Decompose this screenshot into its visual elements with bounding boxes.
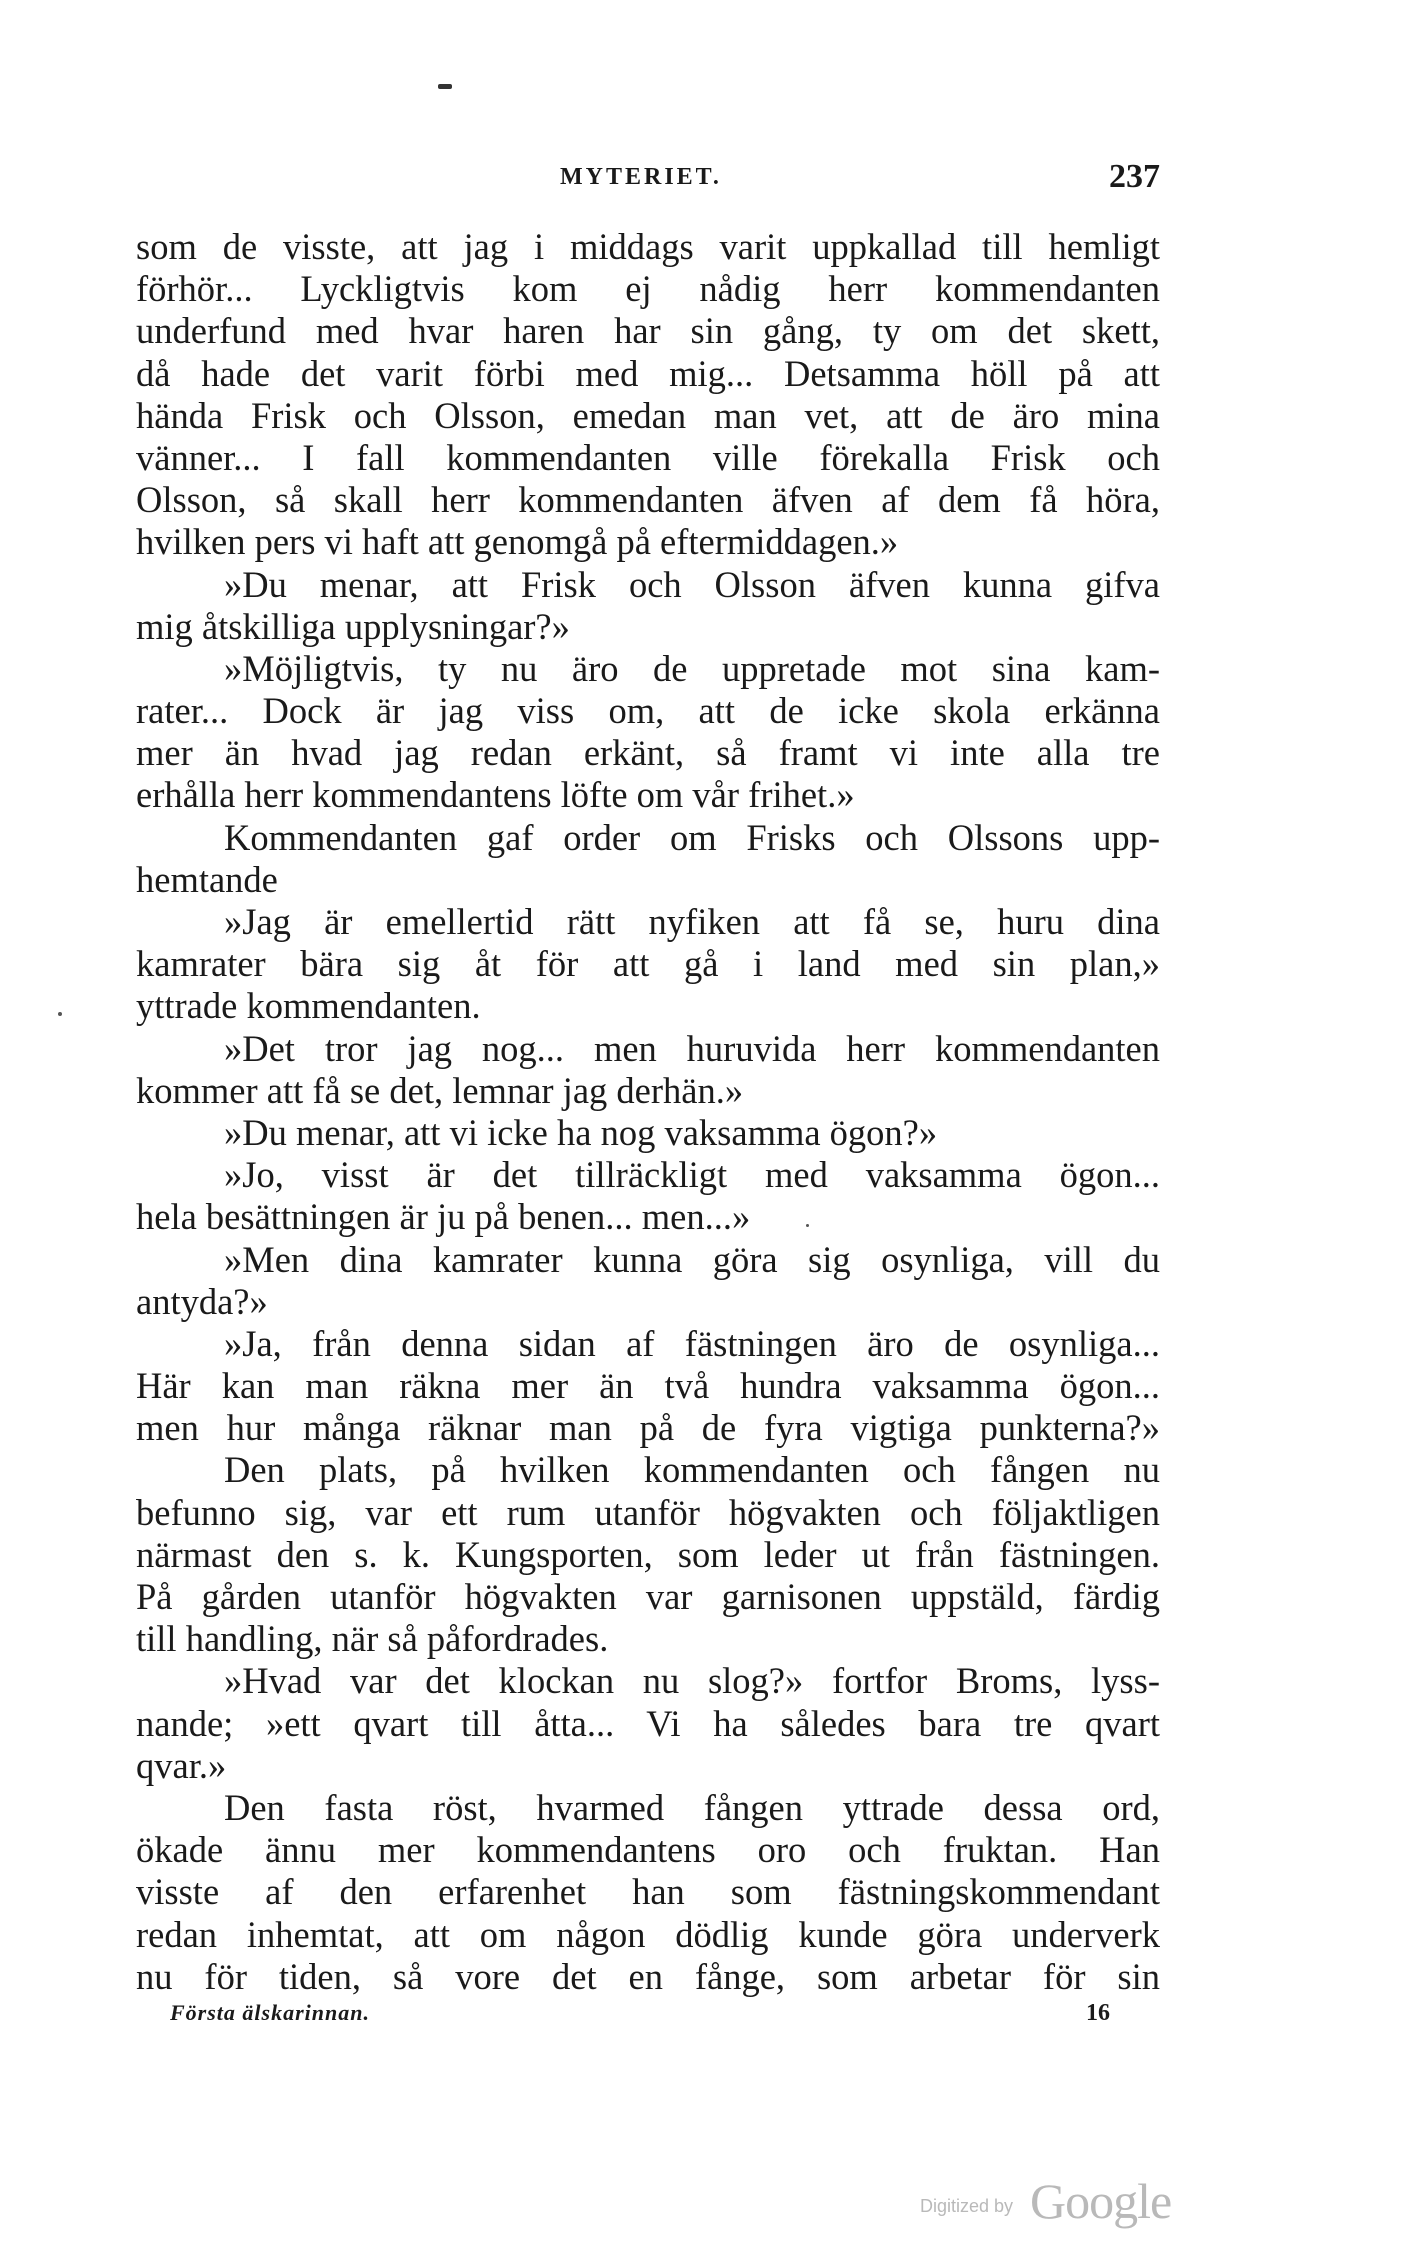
text-line: »Du menar, att Frisk och Olsson äfven kunna gifva (224, 563, 1160, 605)
text-line: till handling, när så påfordrades. (136, 1618, 609, 1660)
text-line: »Hvad var det klockan nu slog?» fortfor Broms, lyss- (224, 1660, 1160, 1702)
running-title: MYTERIET. (560, 164, 722, 190)
text-line: »Ja, från denna sidan af fästningen äro de osynliga... (224, 1322, 1160, 1364)
text-line: visste af den erfarenhet han som fästningskommendant (136, 1871, 1160, 1913)
text-line: yttrade kommendanten. (136, 985, 481, 1027)
text-line: rater... Dock är jag viss om, att de icke skola erkänna (136, 690, 1160, 732)
signature-mark: 16 (1086, 2000, 1110, 2026)
text-line: vänner... I fall kommendanten ville förekalla Frisk och (136, 436, 1160, 478)
footer-book-title: Första älskarinnan. (170, 2000, 370, 2025)
text-line: hvilken pers vi haft att genomgå på eftermiddagen.» (136, 521, 899, 563)
text-line: »Möjligtvis, ty nu äro de uppretade mot sina kam- (224, 647, 1160, 689)
text-line: förhör... Lyckligtvis kom ej nådig herr kommendanten (136, 268, 1160, 310)
text-line: »Jag är emellertid rätt nyfiken att få se, huru dina (224, 901, 1160, 942)
text-line: mig åtskilliga upplysningar?» (136, 605, 570, 647)
page-footer (170, 2000, 1110, 2040)
text-line: »Jo, visst är det tillräckligt med vaksamma ögon... (224, 1154, 1160, 1196)
digitized-watermark (920, 2172, 1220, 2232)
text-line: »Det tror jag nog... men huruvida herr kommendanten (224, 1027, 1160, 1069)
text-line: erhålla herr kommendantens löfte om vår frihet.» (136, 774, 855, 816)
text-line: som de visste, att jag i middags varit uppkallad till hemligt (136, 226, 1160, 267)
text-line: »Du menar, att vi icke ha nog vaksamma ögon?» (224, 1111, 938, 1153)
text-line: befunno sig, var ett rum utanför högvakten och följaktligen (136, 1491, 1160, 1533)
ink-mark (438, 84, 452, 89)
text-line: Kommendanten gaf order om Frisks och Olssons upp- (224, 816, 1160, 858)
text-line: nu för tiden, så vore det en fånge, som arbetar för sin (136, 1955, 1160, 1997)
text-line: hemtande (136, 858, 278, 900)
text-line: då hade det varit förbi med mig... Detsamma höll på att (136, 352, 1160, 394)
text-line: kamrater bära sig åt för att gå i land med sin plan,» (136, 943, 1160, 985)
text-line: ökade ännu mer kommendantens oro och fruktan. Han (136, 1829, 1160, 1871)
watermark-prefix: Digitized by (920, 2196, 1014, 2216)
text-line: närmast den s. k. Kungsporten, som leder ut från fästningen. (136, 1533, 1160, 1575)
text-line: Olsson, så skall herr kommendanten äfven af dem få höra, (136, 479, 1160, 521)
running-head (140, 158, 1160, 202)
google-logo: Google (1030, 2173, 1172, 2229)
text-line: hända Frisk och Olsson, emedan man vet, att de äro mina (136, 394, 1160, 436)
page-number: 237 (1109, 158, 1160, 195)
text-line: Den fasta röst, hvarmed fången yttrade dessa ord, (224, 1786, 1160, 1828)
speck (58, 1012, 62, 1016)
text-line: underfund med hvar haren har sin gång, ty om det skett, (136, 310, 1160, 352)
text-line: antyda?» (136, 1280, 268, 1322)
text-line: hela besättningen är ju på benen... men...» (136, 1196, 751, 1238)
text-line: men hur många räknar man på de fyra vigtiga punkterna?» (136, 1407, 1160, 1449)
text-line: Den plats, på hvilken kommendanten och fången nu (224, 1449, 1160, 1491)
text-line: »Men dina kamrater kunna göra sig osynliga, vill du (224, 1238, 1160, 1280)
text-line: redan inhemtat, att om någon dödlig kunde göra underverk (136, 1913, 1160, 1955)
text-line: På gården utanför högvakten var garnisonen uppstäld, färdig (136, 1576, 1160, 1617)
text-line: qvar.» (136, 1744, 227, 1786)
text-line: nande; »ett qvart till åtta... Vi ha således bara tre qvart (136, 1702, 1160, 1744)
text-block (136, 226, 1160, 1998)
text-line: Här kan man räkna mer än två hundra vaksamma ögon... (136, 1365, 1160, 1407)
text-line: kommer att få se det, lemnar jag derhän.» (136, 1069, 744, 1111)
text-line: mer än hvad jag redan erkänt, så framt vi inte alla tre (136, 732, 1160, 774)
